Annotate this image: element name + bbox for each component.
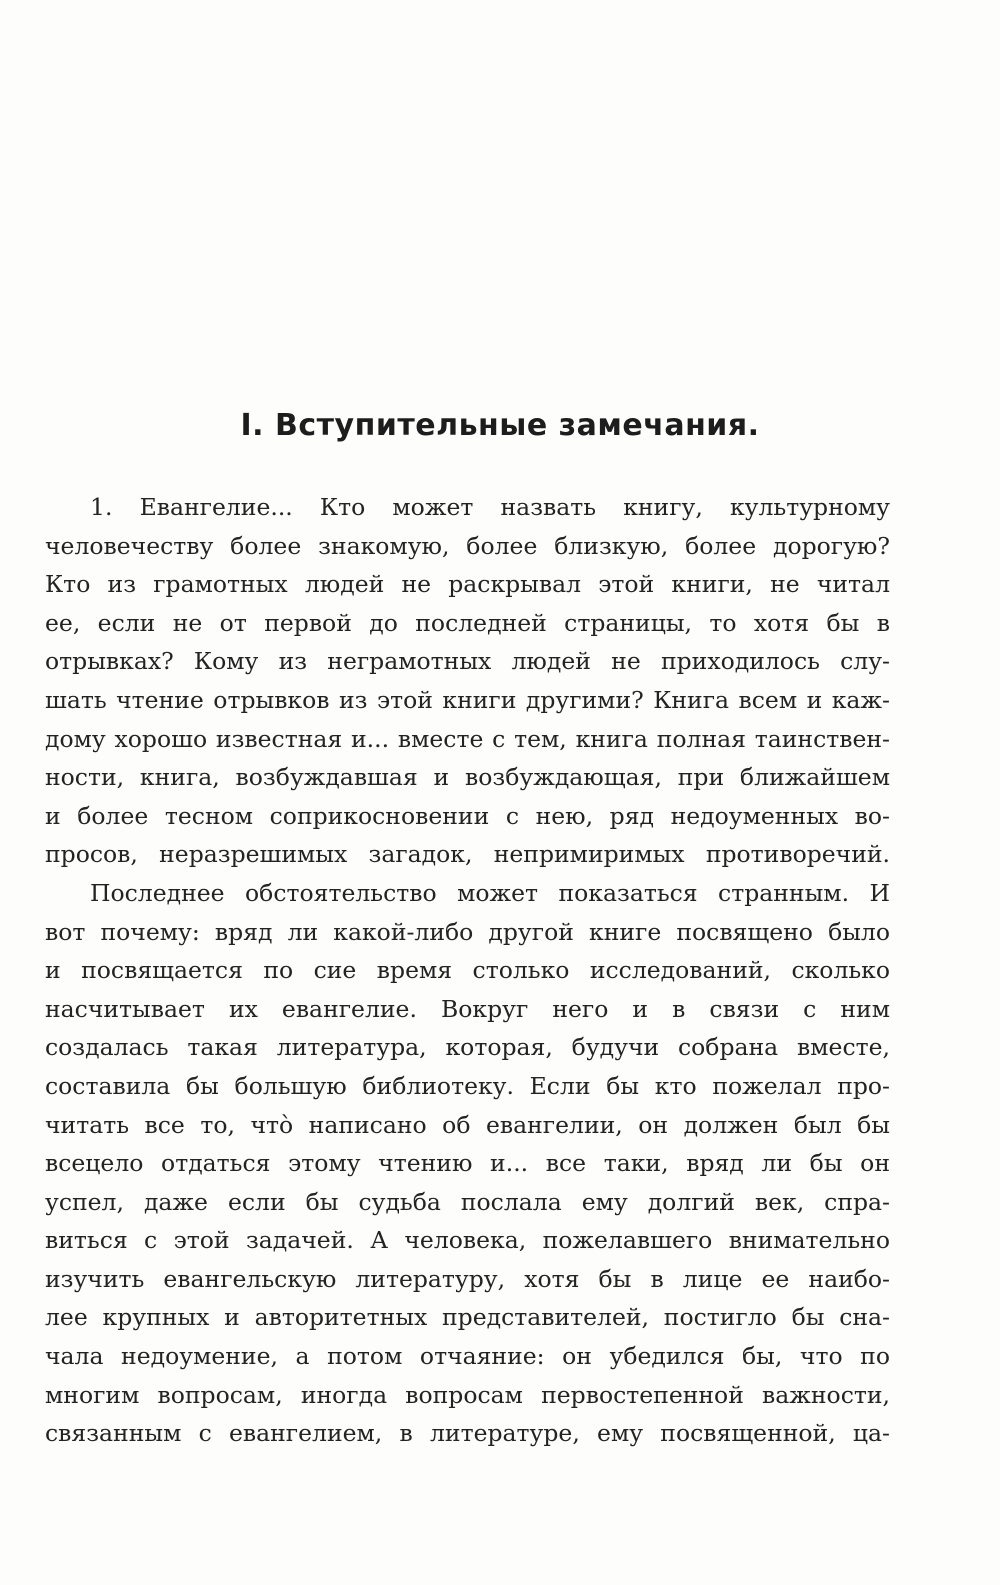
text-line: 1. Евангелие... Кто может назвать книгу, культурному: [90, 493, 890, 521]
text-line: лее крупных и авторитетных представителей, постигло бы сна-: [45, 1303, 890, 1332]
text-line: дому хорошо известная и... вместе с тем, книга полная таинствен-: [45, 724, 890, 753]
text-line: вот почему: вряд ли какой-либо другой книге посвящено было: [45, 917, 890, 946]
text-line: виться с этой задачей. А человека, пожелавшего внимательно: [45, 1226, 890, 1255]
text-line: успел, даже если бы судьба послала ему долгий век, спра-: [45, 1187, 890, 1216]
text-line: человечеству более знакомую, более близкую, более дорогую?: [45, 531, 890, 560]
text-line: шать чтение отрывков из этой книги другими? Книга всем и каж-: [45, 685, 890, 714]
text-line: ности, книга, возбуждавшая и возбуждающая, при ближайшем: [45, 763, 890, 792]
text-line: Последнее обстоятельство может показаться странным. И: [90, 878, 890, 907]
text-line: читать все то, что̀ написано об евангелии, он должен был бы: [45, 1110, 890, 1139]
text-line: составила бы большую библиотеку. Если бы кто пожелал про-: [45, 1071, 890, 1100]
text-line: изучить евангельскую литературу, хотя бы в лице ее наибо-: [45, 1264, 890, 1293]
text-line: всецело отдаться этому чтению и... все таки, вряд ли бы он: [45, 1149, 890, 1178]
text-line: отрывках? Кому из неграмотных людей не приходилось слу-: [45, 647, 890, 676]
text-line: и более тесном соприкосновении с нею, ряд недоуменных во-: [45, 801, 890, 830]
text-line: создалась такая литература, которая, будучи собрана вместе,: [45, 1033, 890, 1062]
text-line: Кто из грамотных людей не раскрывал этой книги, не читал: [45, 570, 890, 599]
text-line: многим вопросам, иногда вопросам первостепенной важности,: [45, 1380, 890, 1409]
text-line: ее, если не от первой до последней страницы, то хотя бы в: [45, 608, 890, 637]
text-line: чала недоумение, а потом отчаяние: он убедился бы, что по: [45, 1342, 890, 1371]
text-line: просов, неразрешимых загадок, непримиримых противоречий.: [45, 840, 890, 869]
chapter-heading: I. Вступительные замечания.: [240, 408, 760, 443]
body-text: [45, 488, 890, 1453]
text-line: насчитывает их евангелие. Вокруг него и в связи с ним: [45, 994, 890, 1023]
text-line: связанным с евангелием, в литературе, ему посвященной, ца-: [45, 1419, 890, 1448]
text-line: и посвящается по сие время столько исследований, сколько: [45, 956, 890, 985]
